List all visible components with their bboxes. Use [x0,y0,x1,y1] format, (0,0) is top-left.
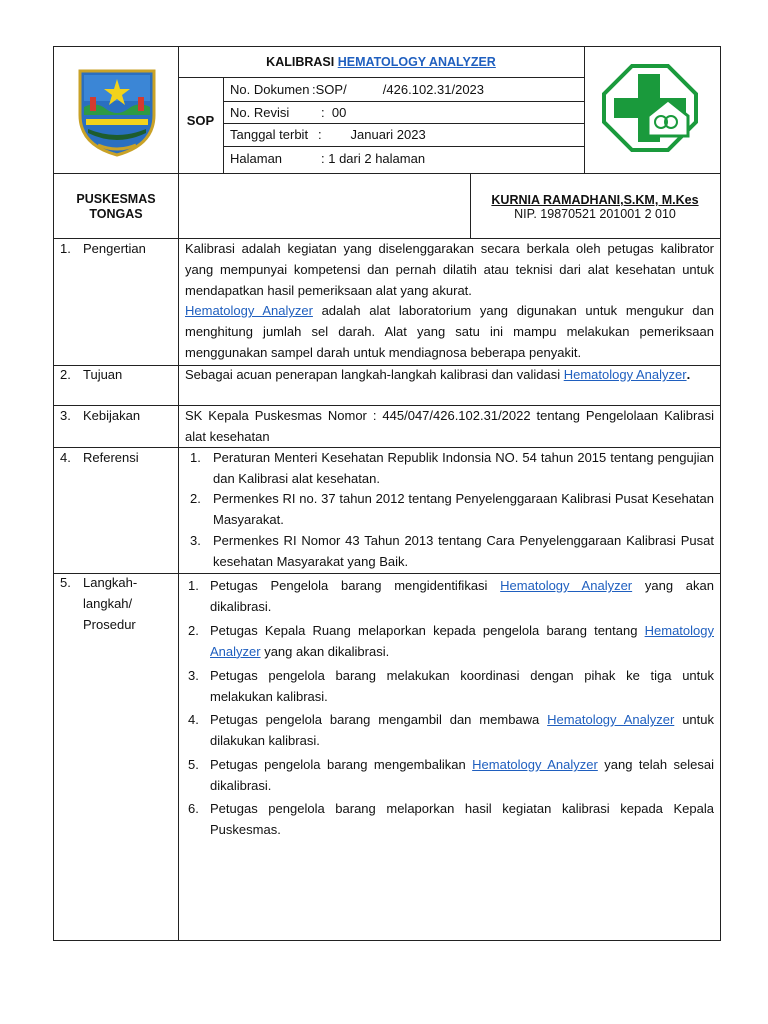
field-value-no-revisi: : 00 [321,105,347,120]
list-item-text: Permenkes RI no. 37 tahun 2012 tentang Penyelenggaraan Kalibrasi Pusat Kesehatan Masyarakat. [213,491,714,527]
title-underline [178,77,585,78]
list-item [190,531,714,573]
list-number: 3. [190,533,201,548]
list-item [188,576,714,618]
title-link[interactable]: HEMATOLOGY ANALYZER [337,55,496,69]
logo-right-divider [584,47,585,173]
list-number: 2. [190,491,201,506]
label-line: langkah/ [83,595,133,611]
row-line [54,173,720,174]
hematology-analyzer-link[interactable]: Hematology Analyzer [472,757,598,772]
list-number: 1. [188,578,199,593]
puskesmas-logo [602,64,698,152]
step-text-end: yang akan dikalibrasi. [210,578,714,614]
list-item [188,755,714,797]
field-line [223,101,585,102]
list-number: 4. [188,712,199,727]
list-item-text [210,799,714,841]
hematology-analyzer-link[interactable]: Hematology Analyzer [547,712,675,727]
label-line: Langkah- [83,575,138,590]
list-item [190,489,714,531]
row-line [54,573,720,574]
pengertian-paragraph-1: Kalibrasi adalah kegiatan yang diselenggarakan secara berkala oleh petugas kalibrator yang mempunyai kompetensi dan pernah dilatih atau teknisi dari alat kesehatan untuk mendapatkan hasil pemeriksaan alat yang akurat. [185,241,714,298]
sop-document [53,46,721,941]
hematology-analyzer-link[interactable]: Hematology Analyzer [185,303,313,319]
step-text-end: untuk dilakukan kalibrasi. [210,712,714,748]
field-line [223,123,585,124]
section-number: 3. [60,408,71,423]
field-value-tanggal: : Januari 2023 [318,127,426,142]
field-label-tanggal: Tanggal terbit [230,127,309,142]
field-value-no-dokumen: :SOP/ /426.102.31/2023 [312,82,485,97]
list-item-text [210,576,714,618]
section-label-kebijakan: Kebijakan [83,408,141,423]
section-label-pengertian: Pengertian [83,241,146,256]
step-text: Petugas Kepala Ruang melaporkan kepada pengelola barang tentang [210,623,645,638]
hematology-analyzer-link[interactable]: Hematology Analyzer [563,367,687,382]
section-label-tujuan: Tujuan [83,367,123,382]
list-item-text [210,621,714,663]
list-item-text: Permenkes RI Nomor 43 Tahun 2013 tentang Cara Penyelenggaraan Kalibrasi Pusat kesehatan Masyarakat yang Baik. [213,533,714,569]
pengertian-paragraph-2-rest: adalah alat laboratorium yang digunakan untuk mengukur dan menghitung jumlah sel darah. Alat yang satu ini mampu melakukan pemeriksaan menggunakan sampel darah untuk mendiagnosa beberapa penyakit. [185,303,715,360]
sop-label: SOP [186,113,215,128]
step-text: Petugas Pengelola barang mengidentifikasi [210,578,501,593]
kebijakan-text: SK Kepala Puskesmas Nomor : 445/047/426.102.31/2022 tentang Pengelolaan Kalibrasi alat kesehatan [185,408,714,444]
list-item-text [210,666,714,708]
tujuan-text [185,365,714,386]
field-label-no-dokumen: No. Dokumen [230,82,310,97]
list-item-text: Peraturan Menteri Kesehatan Republik Indonsia NO. 54 tahun 2015 tentang pengujian dan Kalibrasi alat kesehatan. [213,450,714,486]
field-line [223,146,585,147]
pengertian-text [185,239,714,364]
step-text-end: yang telah selesai dikalibrasi. [210,757,715,793]
section-number: 1. [60,241,71,256]
field-value-halaman: : 1 dari 2 halaman [321,151,426,166]
list-item [188,710,714,752]
field-label-halaman: Halaman [230,151,283,166]
section-number: 5. [60,575,71,590]
section-label-referensi: Referensi [83,450,139,465]
step-text: Petugas pengelola barang melaporkan hasil kegiatan kalibrasi kepada Kepala Puskesmas. [210,801,714,837]
hematology-analyzer-link[interactable]: Hematology Analyzer [500,578,633,593]
label-line: Prosedur [83,616,136,632]
list-item [188,666,714,708]
field-label-no-revisi: No. Revisi [230,105,290,120]
section-number: 2. [60,367,71,382]
list-item-text [210,710,714,752]
column-divider [178,47,179,940]
regency-crest-logo [76,67,158,157]
signer-nip: NIP. 19870521 201001 2 010 [514,207,676,221]
list-item-text [210,755,714,797]
step-text: Petugas pengelola barang mengembalikan [210,757,473,772]
sop-divider [223,77,224,173]
step-text: Petugas pengelola barang mengambil dan membawa [210,712,548,727]
list-item [190,448,714,490]
section-label-langkah [83,573,137,635]
step-text-end: yang akan dikalibrasi. [260,643,390,659]
document-title [178,55,584,69]
tujuan-period: . [686,367,691,382]
tujuan-body: Sebagai acuan penerapan langkah-langkah kalibrasi dan validasi [185,367,564,382]
hematology-analyzer-link[interactable]: Hematology Analyzer [210,623,714,659]
title-prefix: KALIBRASI [266,55,338,69]
org-name: PUSKESMAS TONGAS [76,192,156,221]
step-text: Petugas pengelola barang melakukan koordinasi dengan pihak ke tiga untuk melakukan kalibrasi. [210,668,714,704]
signer-name: KURNIA RAMADHANI,S.KM, M.Kes [491,193,699,207]
section-number: 4. [60,450,71,465]
list-number: 1. [190,450,201,465]
list-number: 6. [188,801,199,816]
list-item [188,621,714,663]
list-number: 2. [188,623,199,638]
list-number: 3. [188,668,199,683]
list-number: 5. [188,757,199,772]
pengertian-paragraph-2 [185,301,714,363]
list-item [188,799,714,841]
